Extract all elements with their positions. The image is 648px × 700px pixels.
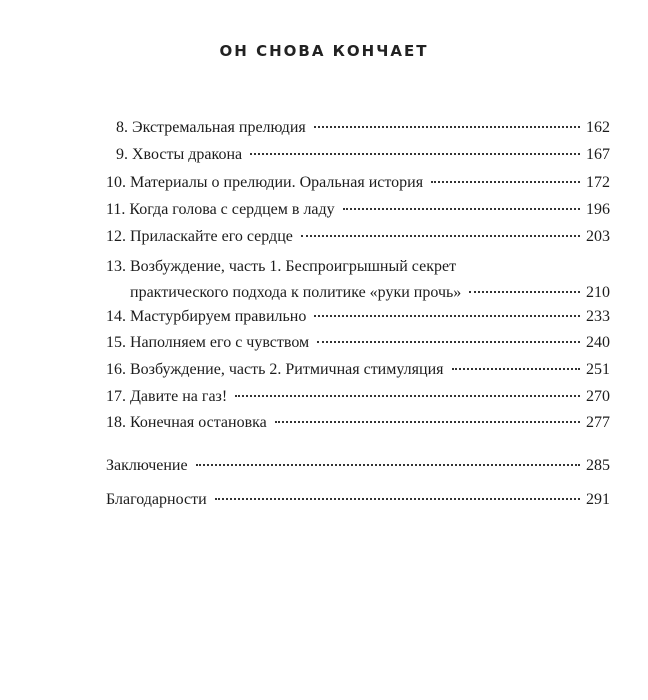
toc-entry-title: 18. Конечная остановка <box>106 414 267 431</box>
toc-entry-page: 196 <box>586 201 610 218</box>
toc-entry-page: 240 <box>586 334 610 351</box>
page-title: ОН СНОВА КОНЧАЕТ <box>219 42 429 60</box>
dot-leader <box>215 498 580 500</box>
toc-entry-title: 14. Мастурбируем правильно <box>106 308 307 325</box>
dot-leader <box>343 208 580 210</box>
toc-entry-title: 15. Наполняем его с чувством <box>106 334 310 351</box>
toc-entry-page: 291 <box>586 491 610 508</box>
dot-leader <box>196 464 580 466</box>
toc-entry-chapter-10 <box>106 172 610 194</box>
toc-entry-title: 16. Возбуждение, часть 2. Ритмичная стимуляция <box>106 361 444 378</box>
dot-leader <box>317 341 580 343</box>
dot-leader <box>275 421 580 423</box>
dot-leader <box>235 395 580 397</box>
toc-entry-title-line2: практического подхода к политике «руки прочь» <box>130 284 462 301</box>
toc-entry-page: 203 <box>586 228 610 245</box>
toc-entry-title: 10. Материалы о прелюдии. Оральная история <box>106 174 424 191</box>
dot-leader <box>314 315 580 317</box>
toc-entry-title-line1: 13. Возбуждение, часть 1. Беспроигрышный секрет <box>106 258 457 275</box>
toc-entry-page: 172 <box>586 174 610 191</box>
toc-entry-chapter-14 <box>106 306 610 328</box>
toc-entry-title: 9. Хвосты дракона <box>116 146 243 163</box>
dot-leader <box>250 153 580 155</box>
dot-leader <box>469 291 580 293</box>
toc-entry-page: 285 <box>586 457 610 474</box>
dot-leader <box>431 181 580 183</box>
toc-entry-chapter-11 <box>106 199 610 221</box>
toc-entry-page: 270 <box>586 388 610 405</box>
toc-entry-conclusion <box>106 455 610 477</box>
toc-entry-chapter-13 <box>106 256 610 304</box>
toc-entry-title: 8. Экстремальная прелюдия <box>116 119 306 136</box>
toc-entry-chapter-9 <box>116 144 610 166</box>
toc-entry-acknowledgements <box>106 489 610 511</box>
dot-leader <box>301 235 580 237</box>
toc-entry-page: 233 <box>586 308 610 325</box>
toc-entry-chapter-18 <box>106 412 610 434</box>
toc-entry-title: Заключение <box>106 457 188 474</box>
toc-entry-page: 251 <box>586 361 610 378</box>
toc-entry-chapter-12 <box>106 226 610 248</box>
dot-leader <box>452 368 581 370</box>
toc-entry-chapter-17 <box>106 386 610 408</box>
toc-entry-title: 17. Давите на газ! <box>106 388 228 405</box>
toc-entry-title: Благодарности <box>106 491 207 508</box>
toc-entry-chapter-16 <box>106 359 610 381</box>
toc-entry-chapter-15 <box>106 332 610 354</box>
toc-entry-page: 162 <box>586 119 610 136</box>
toc-entry-chapter-8 <box>116 117 610 139</box>
toc-entry-title: 11. Когда голова с сердцем в ладу <box>106 201 335 218</box>
toc-entry-page: 277 <box>586 414 610 431</box>
toc-entry-page: 167 <box>586 146 610 163</box>
dot-leader <box>314 126 580 128</box>
toc-entry-page: 210 <box>586 284 610 301</box>
toc-entry-title: 12. Приласкайте его сердце <box>106 228 293 245</box>
